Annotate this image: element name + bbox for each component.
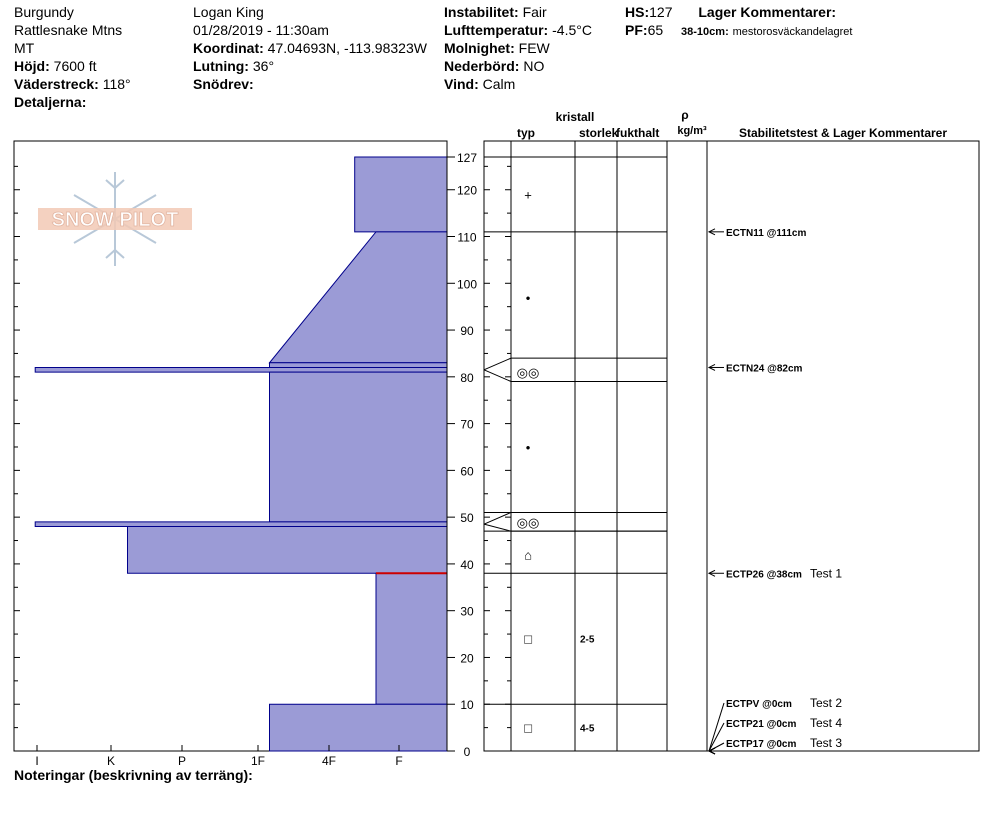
aspect-label: Väderstreck:	[14, 76, 99, 92]
stability-value: Fair	[522, 4, 547, 20]
hardness-label-3: 1F	[250, 754, 266, 768]
coord-label: Koordinat:	[193, 40, 264, 56]
depth-label-127: 127	[456, 151, 478, 165]
slope-label: Lutning:	[193, 58, 249, 74]
test-label-5: ECTP17 @0cm	[726, 739, 797, 750]
elevation-value: 7600 ft	[53, 58, 97, 74]
grain-size-6: 2-5	[580, 634, 595, 646]
hardness-layer-2	[270, 363, 448, 368]
precip-value: NO	[523, 58, 545, 74]
col-stability-header: Stabilitetstest & Lager Kommentarer	[738, 126, 948, 140]
test-label-4: ECTP21 @0cm	[726, 719, 797, 730]
precip-label: Nederbörd:	[444, 58, 520, 74]
col-type-header: typ	[517, 126, 535, 140]
hardness-bars	[35, 157, 447, 751]
hs-value: 127	[649, 4, 673, 20]
grain-symbol-7: □	[524, 720, 532, 736]
grain-symbol-1: •	[525, 290, 531, 306]
pf-label: PF:	[625, 22, 648, 38]
hardness-layer-5	[35, 522, 447, 527]
hardness-layer-3	[35, 367, 447, 372]
hardness-layer-6	[128, 526, 448, 573]
range: Rattlesnake Mtns	[14, 22, 123, 38]
grain-symbol-3: •	[525, 439, 531, 455]
details-label: Detaljerna:	[14, 94, 87, 110]
sky-label: Molnighet:	[444, 40, 515, 56]
hardness-label-0: I	[35, 754, 39, 768]
test-label-2: ECTP26 @38cm	[726, 569, 802, 581]
airtemp-value: -4.5°C	[552, 22, 592, 38]
drift-label: Snödrev:	[193, 76, 254, 92]
hardness-layer-8	[270, 704, 448, 751]
depth-label-120: 120	[456, 183, 478, 198]
layer-comments-label: Lager Kommentarer:	[698, 4, 837, 20]
test-note-3: Test 2	[810, 696, 843, 710]
depth-label-0: 0	[463, 745, 471, 759]
sky-value: FEW	[518, 40, 550, 56]
wind-value: Calm	[482, 76, 516, 92]
logo-text: SNOW PILOT	[51, 209, 179, 231]
grain-symbol-2: ◎◎	[516, 365, 540, 381]
hardness-layer-7	[376, 573, 447, 704]
grain-symbol-4: ◎◎	[516, 514, 540, 530]
hardness-layer-0	[355, 157, 447, 232]
test-note-4: Test 4	[810, 716, 843, 730]
col-density-unit: kg/m³	[677, 125, 707, 137]
grain-symbol-5: ⌂	[524, 547, 532, 563]
hardness-layer-4	[270, 372, 448, 522]
depth-label-60: 60	[460, 464, 474, 479]
depth-label-10: 10	[460, 698, 474, 713]
hardness-label-5: F	[395, 754, 403, 768]
terrain-notes-label: Noteringar (beskrivning av terräng):	[14, 767, 253, 783]
layer-comment-range: 38-10cm:	[681, 26, 729, 38]
location: Burgundy	[14, 4, 74, 20]
elevation-label: Höjd:	[14, 58, 50, 74]
depth-label-40: 40	[460, 557, 474, 572]
grain-symbols	[517, 187, 595, 735]
layer-comment-text: mestorosväckandelagret	[732, 26, 853, 38]
col-crystal-header: kristall	[555, 110, 595, 124]
depth-label-80: 80	[460, 370, 474, 385]
hardness-label-4: 4F	[321, 754, 337, 768]
state: MT	[14, 40, 35, 56]
snowpilot-logo	[38, 172, 192, 266]
test-label-0: ECTN11 @111cm	[726, 227, 807, 239]
hardness-layer-1	[270, 232, 448, 363]
hardness-label-2: P	[177, 754, 187, 768]
test-note-5: Test 3	[810, 736, 843, 750]
test-label-1: ECTN24 @82cm	[726, 363, 803, 375]
pf-value: 65	[647, 22, 664, 38]
grain-size-7: 4-5	[580, 723, 595, 735]
depth-label-50: 50	[460, 511, 474, 526]
slope-value: 36°	[252, 58, 275, 74]
datetime: 01/28/2019 - 11:30am	[193, 22, 329, 38]
depth-label-30: 30	[460, 604, 474, 619]
airtemp-label: Lufttemperatur:	[444, 22, 549, 38]
grain-symbol-0: +	[524, 187, 532, 203]
grain-symbol-6: □	[524, 631, 532, 647]
aspect-value: 118°	[102, 76, 131, 92]
depth-label-90: 90	[460, 324, 474, 339]
col-rho-header: ρ	[681, 108, 689, 122]
depth-label-20: 20	[460, 651, 474, 666]
col-size-header: storlek	[579, 126, 619, 140]
coord-value: 47.04693N, -113.98323W	[267, 40, 427, 56]
observer: Logan King	[193, 4, 264, 20]
stability-label: Instabilitet:	[444, 4, 519, 20]
hs-label: HS:	[625, 4, 650, 20]
depth-label-100: 100	[456, 277, 478, 292]
depth-label-70: 70	[460, 417, 474, 432]
test-label-3: ECTPV @0cm	[726, 699, 792, 710]
hardness-label-1: K	[106, 754, 116, 768]
col-moisture-header: fukthalt	[616, 126, 660, 140]
wind-label: Vind:	[444, 76, 479, 92]
test-note-2: Test 1	[810, 566, 843, 581]
depth-label-110: 110	[457, 230, 477, 245]
stability-tests	[709, 228, 842, 754]
